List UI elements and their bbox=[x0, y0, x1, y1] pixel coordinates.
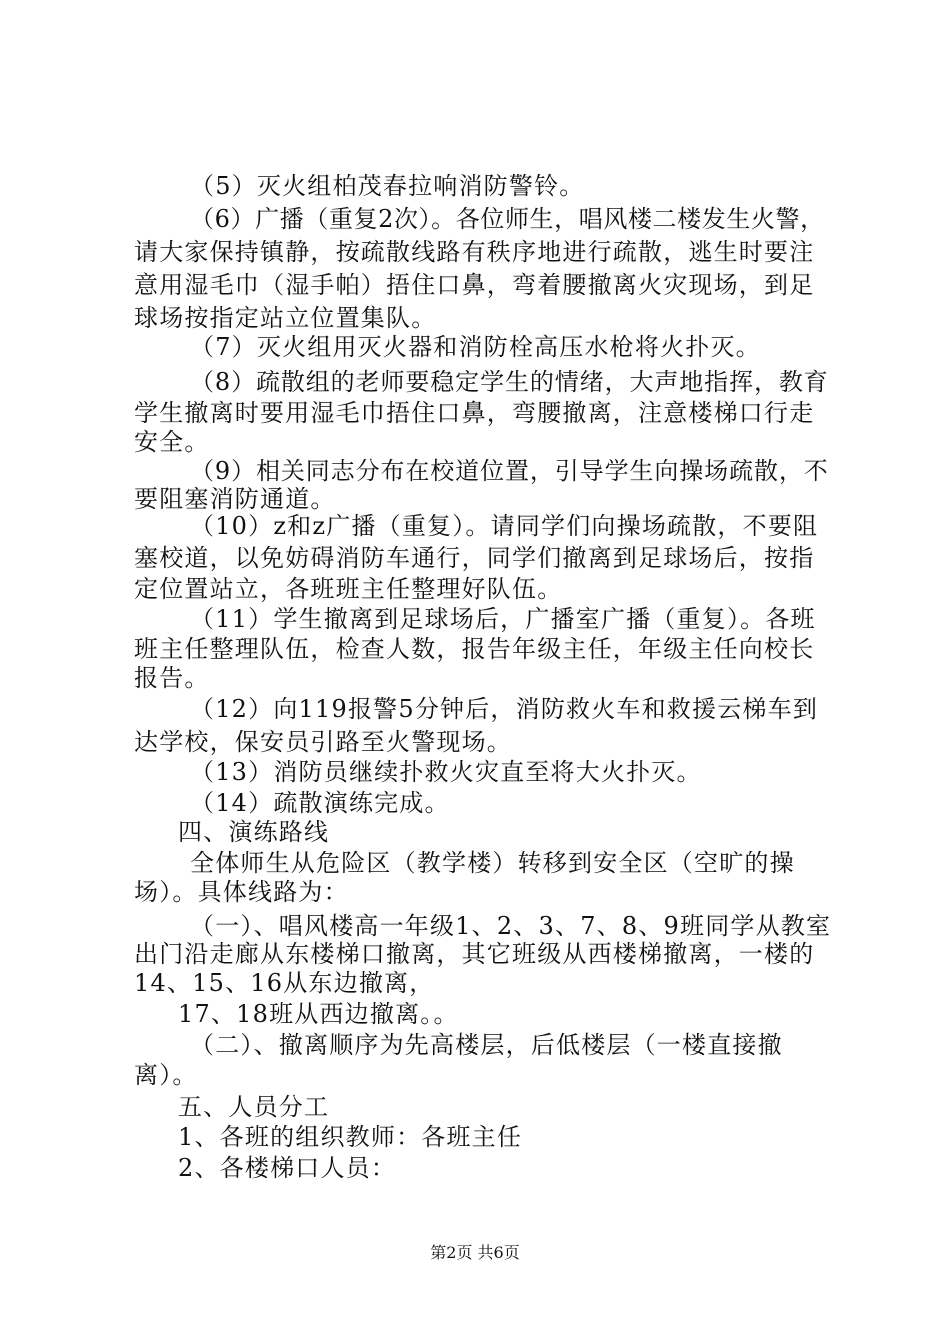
text-line: （一）、唱风楼高一年级1、2、3、7、8、9班同学从教室 bbox=[190, 912, 832, 940]
text-line: 出门沿走廊从东楼梯口撤离，其它班级从西楼梯撤离，一楼的 bbox=[134, 940, 815, 968]
text-line: 达学校，保安员引路至火警现场。 bbox=[134, 728, 512, 756]
text-line: 请大家保持镇静，按疏散线路有秩序地进行疏散，逃生时要注 bbox=[134, 238, 815, 266]
text-line: 学生撤离时要用湿毛巾捂住口鼻，弯腰撤离，注意楼梯口行走 bbox=[134, 399, 815, 427]
text-line: （8）疏散组的老师要稳定学生的情绪，大声地指挥，教育 bbox=[190, 368, 829, 396]
text-line: 2、各楼梯口人员： bbox=[178, 1154, 397, 1182]
text-line: 意用湿毛巾（湿手帕）捂住口鼻，弯着腰撤离火灾现场，到足 bbox=[134, 271, 815, 299]
text-line: 定位置站立，各班班主任整理好队伍。 bbox=[134, 575, 563, 603]
text-line: 安全。 bbox=[134, 428, 210, 456]
text-line: （5）灭火组柏茂春拉响消防警铃。 bbox=[190, 172, 585, 200]
text-line: 全体师生从危险区（教学楼）转移到安全区（空旷的操 bbox=[190, 849, 795, 877]
section-heading: 五、人员分工 bbox=[178, 1093, 330, 1121]
text-line: （6）广播（重复2次）。各位师生，唱风楼二楼发生火警， bbox=[190, 205, 825, 233]
text-line: 14、15、16从东边撤离， bbox=[134, 969, 435, 997]
text-line: 要阻塞消防通道。 bbox=[134, 485, 336, 513]
text-line: 17、18班从西边撤离。。 bbox=[178, 1000, 459, 1028]
text-line: （7）灭火组用灭火器和消防栓高压水枪将火扑灭。 bbox=[190, 333, 761, 361]
page-footer: 第2页 共6页 bbox=[430, 1243, 520, 1262]
text-line: （二）、撤离顺序为先高楼层，后低楼层（一楼直接撤 bbox=[190, 1031, 783, 1059]
text-line: （12）向119报警5分钟后，消防救火车和救援云梯车到 bbox=[190, 695, 819, 723]
text-line: 球场按指定站立位置集队。 bbox=[134, 304, 437, 332]
text-line: 离）。 bbox=[134, 1061, 198, 1089]
text-line: 塞校道，以免妨碍消防车通行，同学们撤离到足球场后，按指 bbox=[134, 544, 815, 572]
text-line: （11）学生撤离到足球场后，广播室广播（重复）。各班 bbox=[190, 605, 816, 633]
section-heading: 四、演练路线 bbox=[178, 818, 330, 846]
text-line: （14）疏散演练完成。 bbox=[190, 789, 450, 817]
text-line: （10）z和z广播（重复）。请同学们向操场疏散，不要阻 bbox=[190, 512, 819, 540]
text-line: 班主任整理队伍，检查人数，报告年级主任，年级主任向校长 bbox=[134, 635, 815, 663]
text-line: 场）。具体线路为： bbox=[134, 878, 349, 906]
text-line: 报告。 bbox=[134, 664, 210, 692]
text-line: 1、各班的组织教师：各班主任 bbox=[178, 1123, 523, 1151]
text-line: （13）消防员继续扑救火灾直至将大火扑灭。 bbox=[190, 758, 702, 786]
text-line: （9）相关同志分布在校道位置，引导学生向操场疏散，不 bbox=[190, 457, 829, 485]
